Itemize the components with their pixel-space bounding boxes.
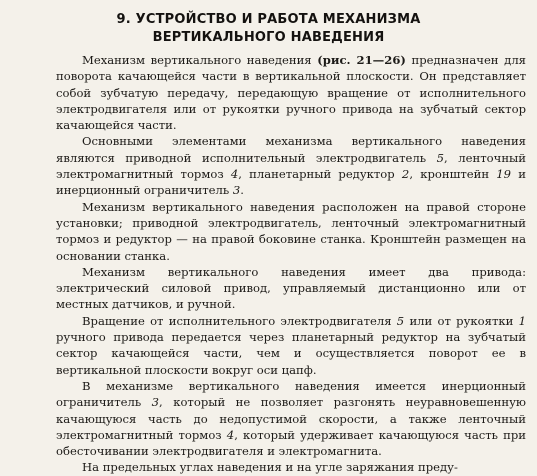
paragraph-2-text-3: , планетарный редуктор bbox=[238, 167, 402, 182]
paragraph-5-text-1: Вращение от исполнительного электродвигателя bbox=[82, 313, 397, 328]
paragraph-3: Механизм вертикального наведения расположен на правой стороне установки; приводной электродвигатель, ленточный электромагнитный тормоз и редуктор — на правой боковине станка. Кронштейн размещен на основании станка. bbox=[56, 199, 526, 263]
part-number: 5 bbox=[436, 150, 445, 165]
part-number: 4 bbox=[230, 167, 239, 182]
section-title-line-2: ВЕРТИКАЛЬНОГО НАВЕДЕНИЯ bbox=[152, 30, 385, 45]
part-number: 3 bbox=[151, 395, 160, 410]
paragraph-6 bbox=[56, 378, 526, 459]
paragraph-5-text-3: ручного привода передается через планетарный редуктор на зубчатый сектор качающейся части, чем и осуществляется поворот ее в вертикальной плоскости вокруг оси цапф. bbox=[56, 330, 526, 377]
part-number: 2 bbox=[401, 167, 410, 182]
part-number: 4 bbox=[226, 427, 235, 442]
part-number: 1 bbox=[518, 313, 526, 328]
paragraph-2-text-1: Основными элементами механизма вертикального наведения являются приводной исполнительный электродвигатель bbox=[56, 134, 526, 165]
figure-reference: (рис. 21—26) bbox=[317, 53, 406, 67]
paragraph-1 bbox=[56, 52, 526, 133]
section-title-line-1: 9. УСТРОЙСТВО И РАБОТА МЕХАНИЗМА bbox=[116, 12, 421, 27]
body-text bbox=[56, 52, 526, 476]
paragraph-2-text-6: . bbox=[240, 183, 244, 198]
paragraph-2-text-2: , ленточный электромагнитный тормоз bbox=[56, 150, 526, 182]
paragraph-1-text-a: Механизм вертикального наведения bbox=[82, 53, 318, 67]
part-number: 5 bbox=[396, 313, 405, 328]
paragraph-5-text-2: или от рукоятки bbox=[404, 313, 519, 328]
paragraph-4: Механизм вертикального наведения имеет два привода: электрический силовой привод, управляемый дистанционно или от местных датчиков, и ручной. bbox=[56, 264, 526, 312]
part-number: 19 bbox=[496, 167, 512, 182]
paragraph-6-text-3: , который удерживает качающуюся часть при обесточивании электродвигателя и электромагнита. bbox=[56, 427, 527, 459]
paragraph-6-text-1: В механизме вертикального наведения имеется инерционный ограничитель bbox=[56, 378, 526, 410]
paragraph-2-text-4: , кронштейн bbox=[409, 167, 497, 182]
paragraph-5 bbox=[56, 313, 526, 378]
paragraph-6-text-2: , который не позволяет разгонять неуравновешенную качающуюся часть до недопустимой скорости, а также ленточный электромагнитный тормоз bbox=[56, 395, 526, 442]
paragraph-1-text-b: предназначен для поворота качающейся части в вертикальной плоскости. Он представляет собой зубчатую передачу, передающую вращение от исполнительного электродвигателя или от рукоятки ручного привода на зубчатый сектор качающейся части. bbox=[56, 53, 526, 133]
part-number: 3 bbox=[232, 183, 241, 198]
paragraph-2-text-5: и инерционный ограничитель bbox=[56, 167, 526, 198]
paragraph-2 bbox=[56, 133, 526, 198]
paragraph-7: На предельных углах наведения и на угле заряжания преду- bbox=[82, 460, 458, 475]
